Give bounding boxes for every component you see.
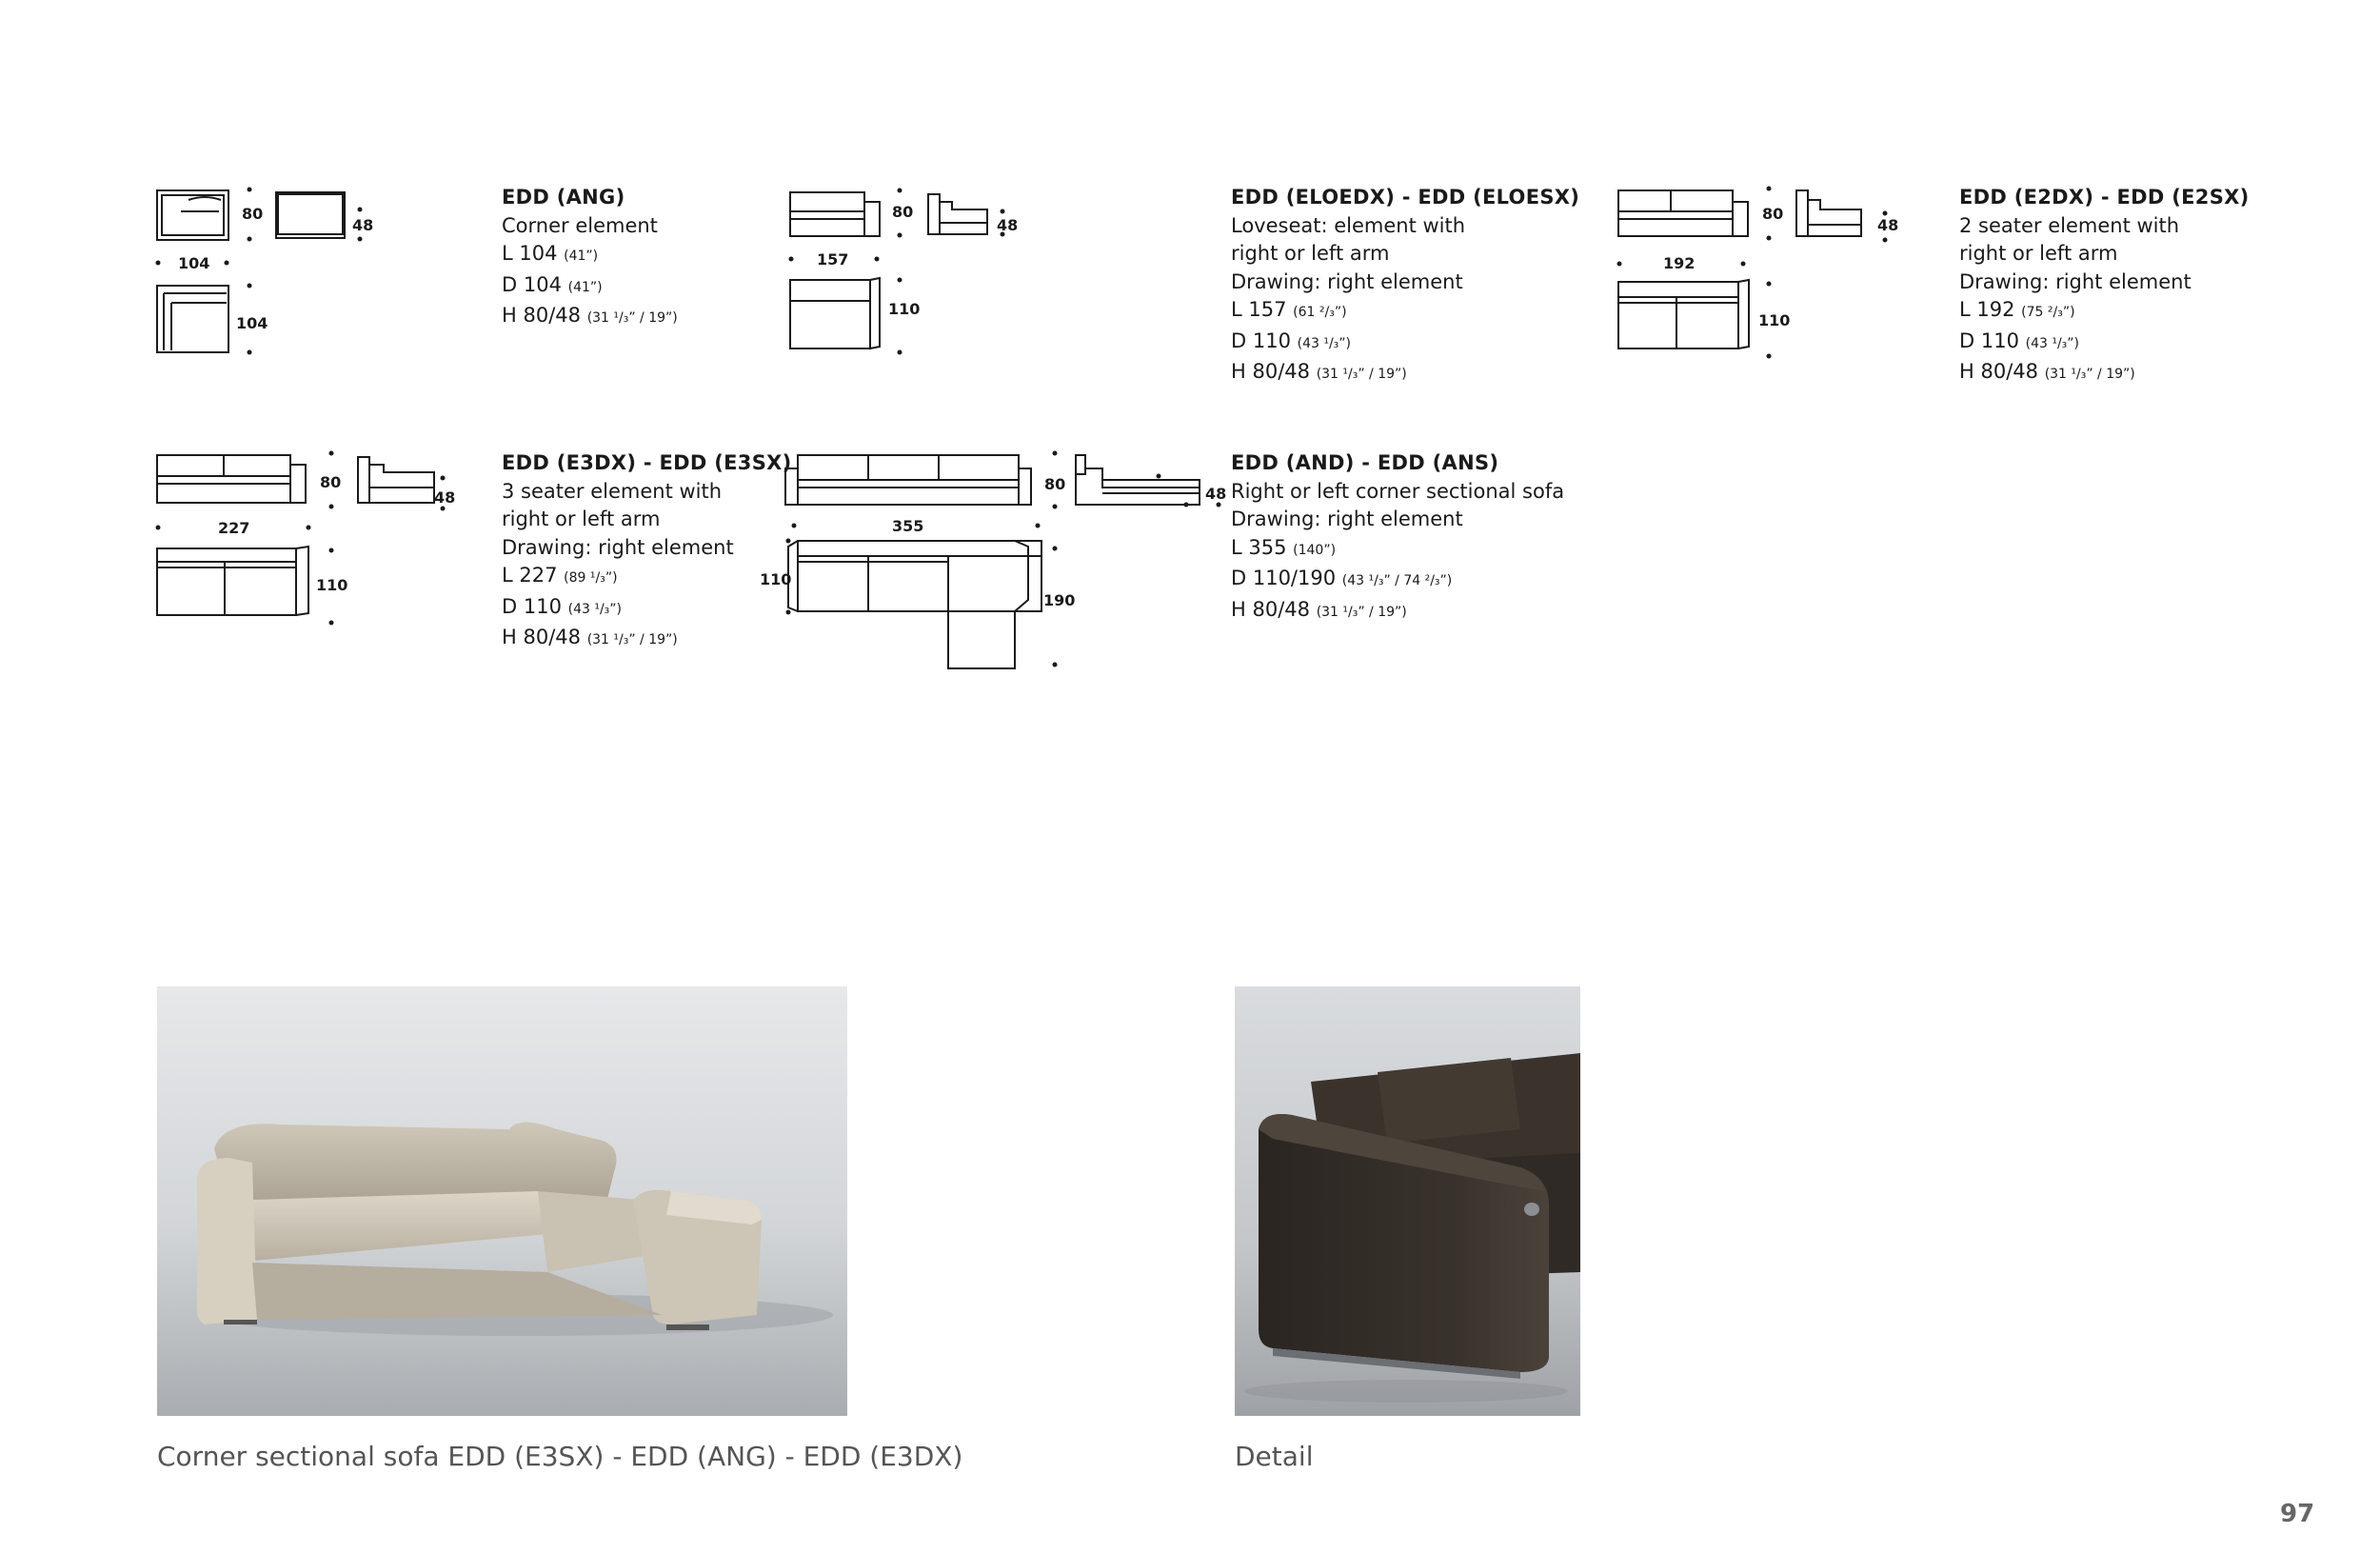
spec-height: H 80/48 bbox=[502, 304, 581, 327]
spec-depth-in: (43 ¹/₃”) bbox=[567, 601, 623, 617]
spec-height-in: (31 ¹/₃” / 19”) bbox=[586, 632, 678, 647]
spec-height: H 80/48 bbox=[1231, 597, 1310, 621]
spec-line: Drawing: right element bbox=[1959, 269, 2192, 293]
dim-height: 80 bbox=[1044, 475, 1066, 493]
drawing-ang bbox=[152, 181, 400, 371]
spec-title: EDD (E2DX) - EDD (E2SX) bbox=[1959, 186, 2250, 209]
spec-depth: D 110/190 bbox=[1231, 567, 1337, 589]
spec-length-in: (61 ²/₃”) bbox=[1293, 305, 1347, 320]
spec-depth-in: (41”) bbox=[567, 279, 603, 295]
dim-depth: 104 bbox=[236, 314, 268, 332]
spec-height: H 80/48 bbox=[1231, 360, 1310, 383]
spec-length: L 157 bbox=[1231, 298, 1287, 321]
spec-height: H 80/48 bbox=[1959, 360, 2038, 383]
spec-e3 bbox=[502, 449, 792, 655]
spec-depth-in: (43 ¹/₃” / 74 ²/₃”) bbox=[1341, 573, 1453, 588]
main-photo-caption: Corner sectional sofa EDD (E3SX) - EDD (ANG) - EDD (E3DX) bbox=[157, 1441, 963, 1472]
spec-length: L 227 bbox=[502, 564, 558, 587]
dim-height-2: 48 bbox=[352, 216, 374, 234]
spec-title: EDD (ANG) bbox=[502, 186, 625, 209]
dim-depth: 110 bbox=[1758, 311, 1791, 329]
sofa-photo bbox=[157, 986, 847, 1416]
detail-photo-caption: Detail bbox=[1235, 1441, 1314, 1472]
spec-line: right or left arm bbox=[502, 508, 661, 530]
spec-length: L 104 bbox=[502, 242, 558, 265]
spec-depth-in: (43 ¹/₃”) bbox=[1297, 335, 1352, 351]
detail-photo bbox=[1235, 986, 1580, 1416]
spec-line: Corner element bbox=[502, 213, 658, 237]
spec-title: EDD (ELOEDX) - EDD (ELOESX) bbox=[1231, 186, 1580, 209]
dim-height-2: 48 bbox=[997, 216, 1019, 234]
dim-height: 80 bbox=[320, 473, 342, 491]
spec-line: Drawing: right element bbox=[1231, 269, 1463, 293]
drawing-e3 bbox=[152, 448, 466, 638]
spec-height: H 80/48 bbox=[502, 626, 581, 648]
drawing-eloe bbox=[785, 181, 1033, 371]
dim-height-2: 48 bbox=[1877, 216, 1899, 234]
spec-title: EDD (AND) - EDD (ANS) bbox=[1231, 451, 1499, 474]
spec-depth: D 110 bbox=[1959, 329, 2019, 352]
spec-depth-in: (43 ¹/₃”) bbox=[2025, 335, 2080, 351]
dim-height: 80 bbox=[242, 205, 264, 223]
spec-eloe bbox=[1231, 184, 1579, 389]
spec-line: right or left arm bbox=[1231, 242, 1390, 265]
spec-depth: D 110 bbox=[1231, 329, 1291, 352]
spec-line: Right or left corner sectional sofa bbox=[1231, 479, 1565, 503]
spec-line: 3 seater element with bbox=[502, 479, 723, 503]
spec-line: Drawing: right element bbox=[502, 535, 734, 559]
spec-length: L 355 bbox=[1231, 535, 1287, 559]
spec-e2 bbox=[1959, 184, 2250, 389]
dim-depth: 110 bbox=[316, 576, 348, 594]
spec-line: right or left arm bbox=[1959, 242, 2118, 265]
spec-height-in: (31 ¹/₃” / 19”) bbox=[1316, 367, 1407, 382]
dim-height-2: 48 bbox=[434, 488, 456, 507]
dim-width: 355 bbox=[892, 517, 924, 535]
spec-length-in: (89 ¹/₃”) bbox=[564, 570, 618, 586]
dim-depth: 110 bbox=[888, 300, 921, 318]
spec-length: L 192 bbox=[1959, 298, 2015, 321]
spec-depth: D 110 bbox=[502, 594, 562, 618]
dim-height: 80 bbox=[1762, 205, 1784, 223]
dim-height-2: 48 bbox=[1205, 485, 1227, 503]
spec-line: 2 seater element with bbox=[1959, 213, 2180, 237]
spec-length-in: (140”) bbox=[1293, 542, 1337, 558]
dim-depth: 110 bbox=[760, 570, 792, 588]
spec-height-in: (31 ¹/₃” / 19”) bbox=[1316, 604, 1407, 620]
dim-width: 157 bbox=[817, 250, 849, 269]
page-number: 97 bbox=[2280, 1500, 2315, 1528]
drawing-e2 bbox=[1614, 181, 1928, 371]
spec-height-in: (31 ¹/₃” / 19”) bbox=[586, 310, 678, 326]
spec-line: Drawing: right element bbox=[1231, 508, 1463, 530]
dim-width: 227 bbox=[218, 519, 250, 537]
spec-and bbox=[1231, 449, 1564, 627]
spec-length-in: (41”) bbox=[564, 249, 599, 264]
dim-width: 104 bbox=[178, 254, 210, 272]
spec-length-in: (75 ²/₃”) bbox=[2021, 305, 2075, 320]
dim-depth-2: 190 bbox=[1043, 591, 1076, 609]
spec-line: Loveseat: element with bbox=[1231, 213, 1466, 237]
spec-ang bbox=[502, 184, 678, 333]
dim-height: 80 bbox=[892, 203, 914, 221]
dim-width: 192 bbox=[1663, 254, 1696, 272]
spec-title: EDD (E3DX) - EDD (E3SX) bbox=[502, 451, 792, 474]
drawing-and bbox=[762, 448, 1238, 676]
spec-height-in: (31 ¹/₃” / 19”) bbox=[2044, 367, 2135, 382]
spec-depth: D 104 bbox=[502, 272, 562, 296]
